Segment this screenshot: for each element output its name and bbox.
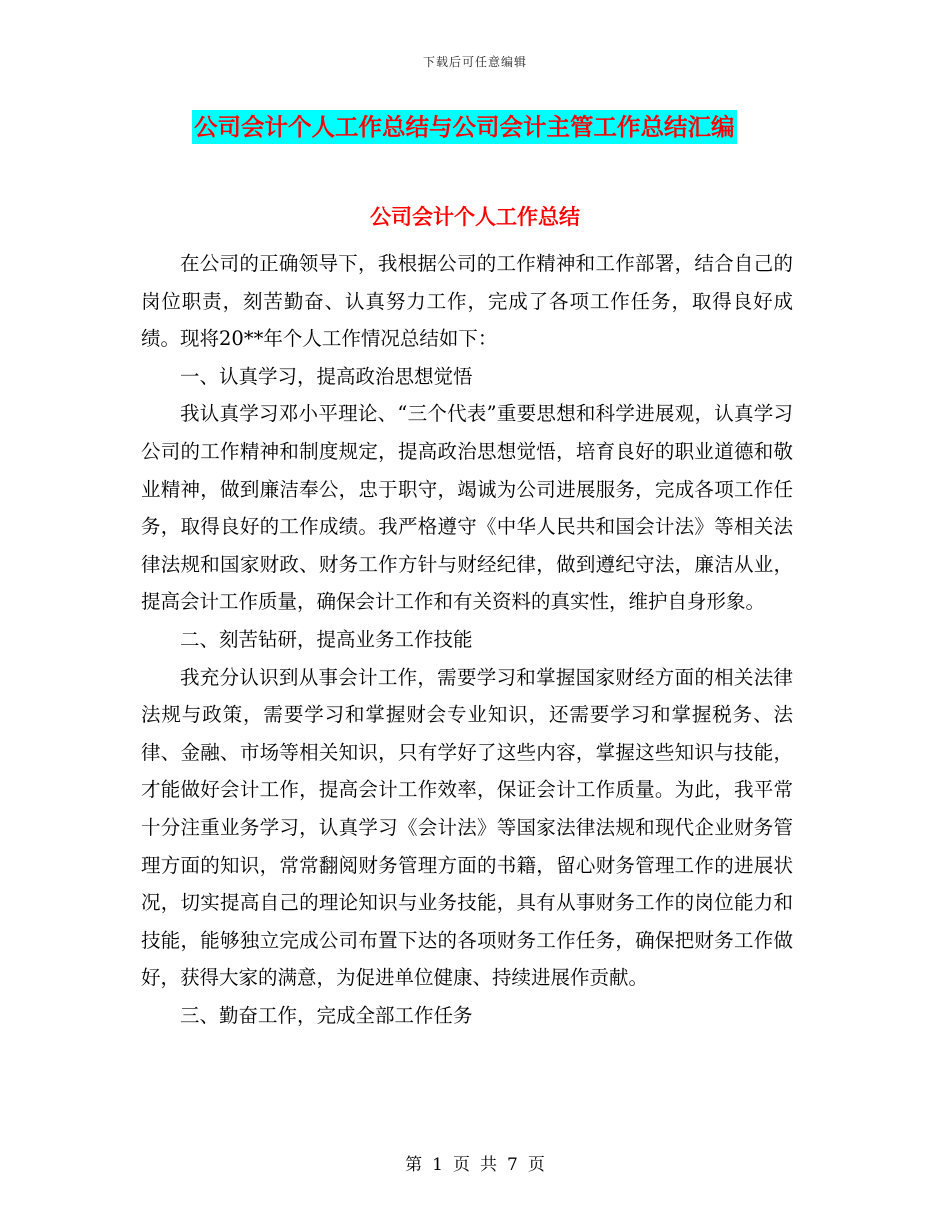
- heading-two: 二、刻苦钻研，提高业务工作技能: [180, 627, 473, 651]
- paragraph-intro: 在公司的正确领导下，我根据公司的工作精神和工作部署，结合自己的岗位职责，刻苦勤奋、认真努力工作，完成了各项工作任务，取得良好成绩。现将20**年个人工作情况总结如下：: [141, 252, 793, 351]
- header-note: 下载后可任意编辑: [422, 55, 527, 69]
- footer-prefix: 第: [405, 1155, 423, 1175]
- footer-total-pages: 7: [507, 1155, 518, 1175]
- footer-total-word: 共: [480, 1155, 497, 1175]
- footer-page-word: 页: [453, 1155, 470, 1175]
- footer-current-page: 1: [432, 1155, 443, 1175]
- page-footer: [0, 1150, 950, 1175]
- heading-three: 三、勤奋工作，完成全部工作任务: [180, 1003, 473, 1027]
- main-title: 公司会计个人工作总结与公司会计主管工作总结汇编: [192, 110, 737, 144]
- main-title-container: [192, 110, 737, 144]
- footer-suffix: 页: [527, 1155, 545, 1175]
- paragraph-one: 我认真学习邓小平理论、“三个代表”重要思想和科学进展观，认真学习公司的工作精神和制度规定，提高政治思想觉悟，培育良好的职业道德和敬业精神，做到廉洁奉公，忠于职守，竭诚为公司进展服务，完成各项工作任务，取得良好的工作成绩。我严格遵守《中华人民共和国会计法》等相关法律法规和国家财政、财务工作方针与财经纪律，做到遵纪守法，廉洁从业，提高会计工作质量，确保会计工作和有关资料的真实性，维护自身形象。: [141, 402, 793, 614]
- heading-one: 一、认真学习，提高政治思想觉悟: [180, 364, 473, 388]
- section-title: 公司会计个人工作总结: [370, 205, 580, 229]
- paragraph-two: 我充分认识到从事会计工作，需要学习和掌握国家财经方面的相关法律法规与政策，需要学习和掌握财会专业知识，还需要学习和掌握税务、法律、金融、市场等相关知识，只有学好了这些内容，掌握这些知识与技能，才能做好会计工作，提高会计工作效率，保证会计工作质量。为此，我平常十分注重业务学习，认真学习《会计法》等国家法律法规和现代企业财务管理方面的知识，常常翻阅财务管理方面的书籍，留心财务管理工作的进展状况，切实提高自己的理论知识与业务技能，具有从事财务工作的岗位能力和技能，能够独立完成公司布置下达的各项财务工作任务，确保把财务工作做好，获得大家的满意，为促进单位健康、持续进展作贡献。: [141, 665, 793, 990]
- document-body: [141, 245, 793, 1034]
